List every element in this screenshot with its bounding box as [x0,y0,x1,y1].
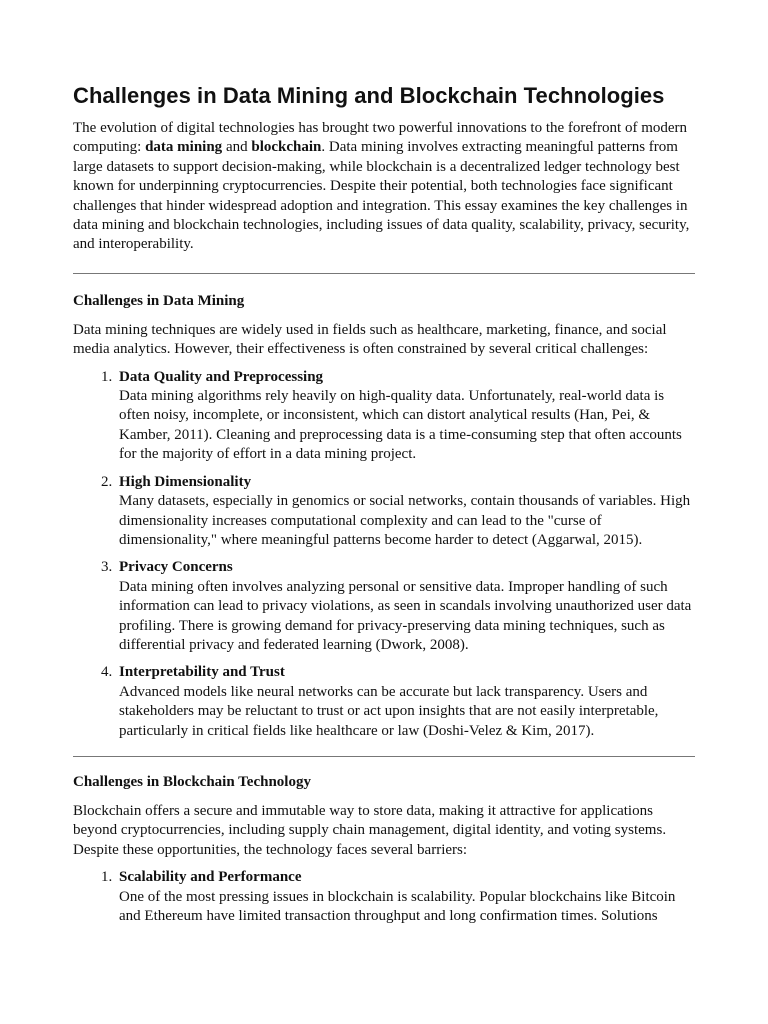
intro-text-3: . Data mining involves extracting meaningful patterns from large datasets to support decision-making, while blockchain is a decentralized ledger technology best known for underpinning cryptocurrencies. Despite their potential, both technologies face significant challenges that hinder widespread adoption and integration. This essay examines the key challenges in data mining and blockchain technologies, including issues of data quality, scalability, privacy, security, and interoperability. [73,139,690,253]
intro-text-1: The evolution of digital technologies has brought two powerful innovations to the forefront of modern computing: [73,120,688,156]
document-page [73,80,695,934]
section-intro-data-mining: Data mining techniques are widely used in fields such as healthcare, marketing, finance, and social media analytics. However, their effectiveness is often constrained by several critical challenges: [73,321,667,358]
section-heading-data-mining: Challenges in Data Mining [73,292,245,309]
intro-bold-data-mining: data mining [145,139,223,156]
list-item-body: One of the most pressing issues in blockchain is scalability. Popular blockchains like Bitcoin and Ethereum have limited transaction throughput and long confirmation times. Solutions [119,888,676,924]
section-heading-blockchain: Challenges in Blockchain Technology [73,773,311,790]
section-divider-2 [73,756,695,757]
list-item [73,868,695,926]
list-item-body: Data mining often involves analyzing personal or sensitive data. Improper handling of such information can lead to privacy violations, as seen in scandals involving unauthorized user data profiling. There is growing demand for privacy-preserving data mining techniques, such as differential privacy and federated learning (Dwork, 2008). [119,578,692,653]
document-title: Challenges in Data Mining and Blockchain Technologies [73,83,665,108]
list-item-number: 4. [101,664,113,681]
blockchain-challenges-list [73,868,695,926]
list-item-number: 1. [101,368,113,385]
list-item-body: Data mining algorithms rely heavily on high-quality data. Unfortunately, real-world data is often noisy, incomplete, or inconsistent, which can distort analytical results (Han, Pei, & Kamber, 2011). Cleaning and preprocessing data is a time-consuming step that often accounts for the majority of effort in a data mining project. [119,388,682,463]
list-item-title: Data Quality and Preprocessing [119,368,324,385]
intro-bold-blockchain: blockchain [251,139,322,156]
intro-text-2: and [222,139,252,156]
list-item-title: Interpretability and Trust [119,664,285,681]
list-item-number: 2. [101,473,113,490]
list-item-body: Many datasets, especially in genomics or social networks, contain thousands of variables. High dimensionality increases computational complexity and can lead to the "curse of dimensionality," where meaningful patterns become harder to detect (Aggarwal, 2015). [119,493,691,548]
list-item [73,558,695,655]
list-item-title: Scalability and Performance [119,869,302,886]
intro-paragraph [73,119,695,255]
list-item-body: Advanced models like neural networks can be accurate but lack transparency. Users and stakeholders may be reluctant to trust or act upon insights that are not easily interpretable, particularly in critical fields like healthcare or law (Doshi-Velez & Kim, 2017). [119,683,659,739]
section-divider-1 [73,273,695,274]
section-blockchain [73,773,695,926]
list-item [73,368,695,465]
list-item [73,663,695,741]
list-item-number: 1. [101,869,113,886]
list-item-title: High Dimensionality [119,473,252,490]
section-data-mining [73,292,695,741]
data-mining-challenges-list [73,368,695,741]
section-intro-blockchain: Blockchain offers a secure and immutable way to store data, making it attractive for applications beyond cryptocurrencies, including supply chain management, digital identity, and voting systems. Despite these opportunities, the technology faces several barriers: [73,802,667,858]
list-item [73,473,695,551]
list-item-number: 3. [101,559,113,576]
list-item-title: Privacy Concerns [119,559,233,576]
